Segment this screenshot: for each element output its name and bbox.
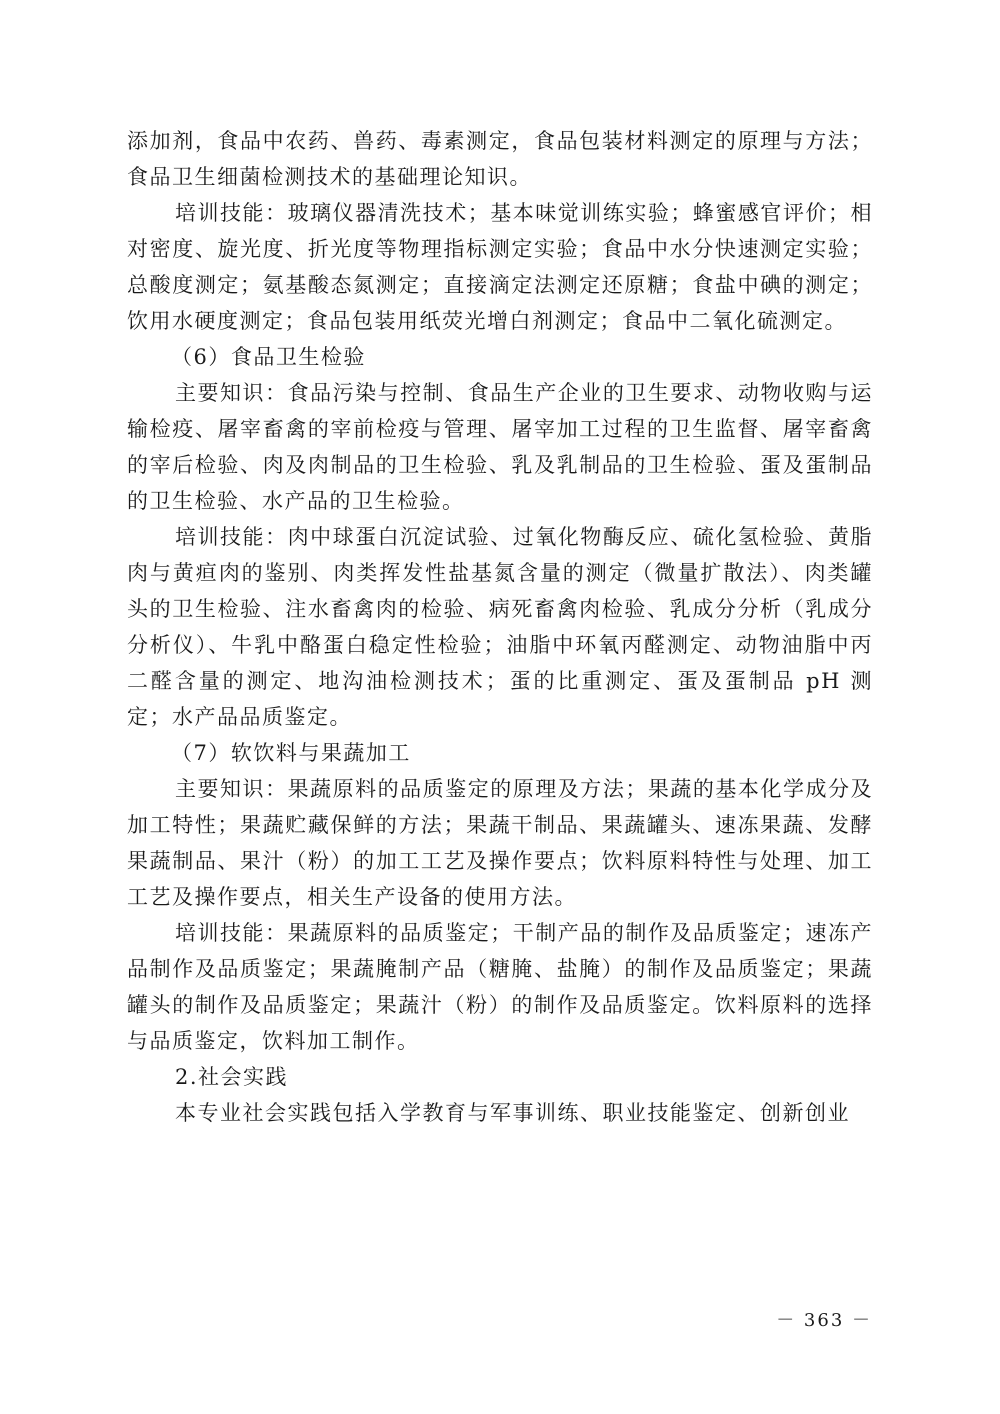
paragraph-social-practice: 本专业社会实践包括入学教育与军事训练、职业技能鉴定、创新创业 [175,1101,850,1125]
section-heading-social-practice: 2.社会实践 [175,1065,289,1089]
section-heading-food-hygiene-inspection: （6）食品卫生检验 [171,345,366,369]
section-heading-soft-drinks-fruit-vegetable: （7）软饮料与果蔬加工 [171,741,411,765]
paragraph-main-knowledge-hygiene: 主要知识：食品污染与控制、食品生产企业的卫生要求、动物收购与运输检疫、屠宰畜禽的宰前检疫与管理、屠宰加工过程的卫生监督、屠宰畜禽的宰后检验、肉及肉制品的卫生检验、乳及乳制品的卫生检验、蛋及蛋制品的卫生检验、水产品的卫生检验。 [127,381,873,513]
paragraph-training-skills-food-analysis: 培训技能：玻璃仪器清洗技术；基本味觉训练实验；蜂蜜感官评价；相对密度、旋光度、折光度等物理指标测定实验；食品中水分快速测定实验；总酸度测定；氨基酸态氮测定；直接滴定法测定还原糖；食盐中碘的测定；饮用水硬度测定；食品包装用纸荧光增白剂测定；食品中二氧化硫测定。 [127,201,873,333]
paragraph-main-knowledge-fruit-vegetable: 主要知识：果蔬原料的品质鉴定的原理及方法；果蔬的基本化学成分及加工特性；果蔬贮藏保鲜的方法；果蔬干制品、果蔬罐头、速冻果蔬、发酵果蔬制品、果汁（粉）的加工工艺及操作要点；饮料原料特性与处理、加工工艺及操作要点，相关生产设备的使用方法。 [127,777,873,909]
paragraph-training-skills-hygiene: 培训技能：肉中球蛋白沉淀试验、过氧化物酶反应、硫化氢检验、黄脂肉与黄疸肉的鉴别、肉类挥发性盐基氮含量的测定（微量扩散法）、肉类罐头的卫生检验、注水畜禽肉的检验、病死畜禽肉检验、乳成分分析（乳成分分析仪）、牛乳中酪蛋白稳定性检验；油脂中环氧丙醛测定、动物油脂中丙二醛含量的测定、地沟油检测技术；蛋的比重测定、蛋及蛋制品 pH 测定；水产品品质鉴定。 [127,525,873,729]
document-body [127,123,873,1131]
paragraph-testing-principles: 添加剂，食品中农药、兽药、毒素测定，食品包装材料测定的原理与方法；食品卫生细菌检测技术的基础理论知识。 [127,129,873,189]
page-number: － 363 － [776,1310,872,1331]
paragraph-training-skills-fruit-vegetable: 培训技能：果蔬原料的品质鉴定；干制产品的制作及品质鉴定；速冻产品制作及品质鉴定；果蔬腌制产品（糖腌、盐腌）的制作及品质鉴定；果蔬罐头的制作及品质鉴定；果蔬汁（粉）的制作及品质鉴定。饮料原料的选择与品质鉴定，饮料加工制作。 [127,921,873,1053]
